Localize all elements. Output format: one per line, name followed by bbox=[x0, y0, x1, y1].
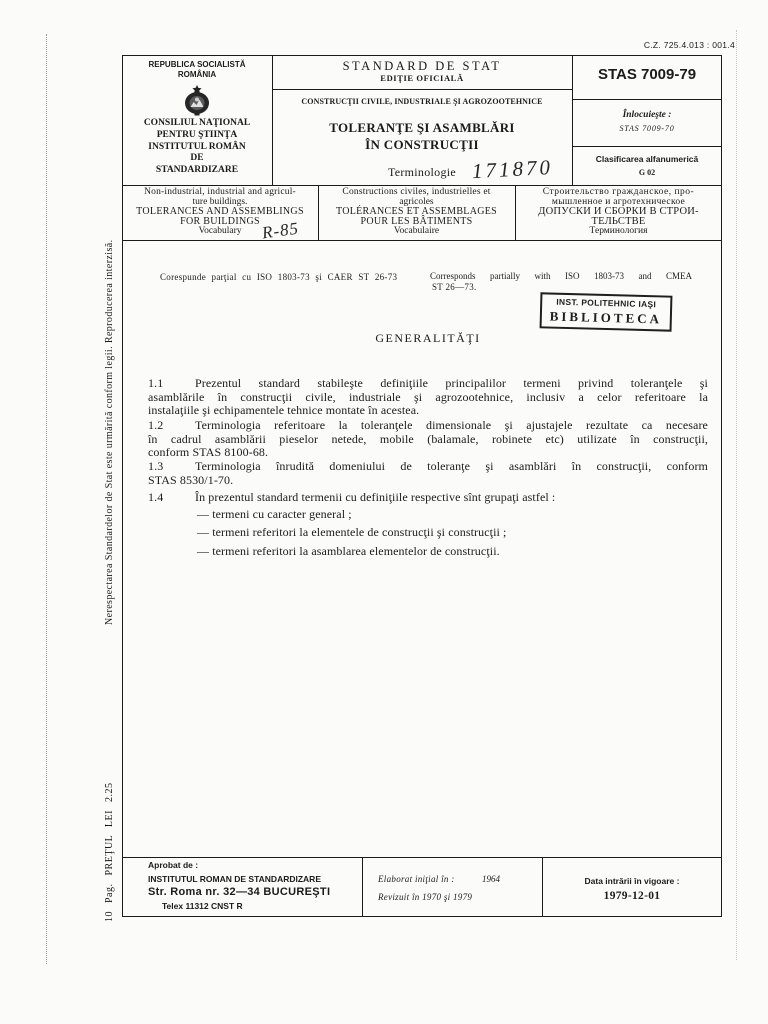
issuer-line-council: CONSILIUL NAŢIONAL bbox=[143, 118, 251, 128]
clause-text-line: STAS 8530/1-70. bbox=[148, 473, 234, 487]
english-line: Vocabulary bbox=[198, 225, 242, 236]
scan-edge-left bbox=[46, 34, 47, 964]
correspondence-en-line-1: Corresponds partially with ISO 1803-73 and CMEA bbox=[430, 271, 692, 281]
french-line: POUR LES BÂTIMENTS bbox=[360, 216, 473, 228]
replaces-label: Înlocuieşte : bbox=[622, 110, 672, 120]
stamp-line-2: BIBLIOTECA bbox=[549, 308, 663, 327]
clause-text-line: în cadrul asamblării pieselor netede, mobile (balamale, robinete etc) utilizate în construcţii, bbox=[148, 432, 708, 446]
translation-bottom-rule bbox=[122, 240, 722, 241]
edition-label: EDIŢIE OFICIALĂ bbox=[380, 73, 464, 83]
stas-number: STAS 7009-79 bbox=[597, 66, 697, 83]
russian-line: мышленное и агротехническое bbox=[551, 196, 686, 207]
clause-text-line: În prezentul standard termenii cu definiţiile respective sînt grupaţi astfel : bbox=[195, 490, 556, 504]
cz-code: C.Z. 725.4.013 : 001.4 bbox=[643, 40, 735, 50]
english-line: TOLERANCES AND ASSEMBLINGS bbox=[136, 206, 304, 218]
clause-number: 1.4 bbox=[148, 490, 164, 504]
coat-of-arms-emblem bbox=[182, 84, 212, 116]
stas-number-divider bbox=[572, 99, 722, 100]
french-line: TOLÉRANCES ET ASSEMBLAGES bbox=[335, 206, 498, 218]
russian-line: ДОПУСКИ И СБОРКИ В СТРОИ- bbox=[538, 206, 699, 218]
elaborated-year: 1964 bbox=[482, 874, 500, 884]
approving-institute: INSTITUTUL ROMAN DE STANDARDIZARE bbox=[148, 874, 321, 884]
clause-text-line: asamblările în construcţii civile, industriale şi agrozootehnice, inclusiv a celor referitoare la bbox=[148, 390, 708, 404]
revision-years: Revizuit în 1970 şi 1979 bbox=[378, 892, 473, 902]
reproduction-notice: Nerespectarea Standardelor de Stat este urmărită conform legii. Reproducerea interzisă. bbox=[104, 239, 115, 625]
country-name-line-1: REPUBLICA SOCIALISTĂ bbox=[148, 60, 246, 69]
list-item: — termeni referitori la elementele de construcţii şi construcţii ; bbox=[197, 525, 507, 539]
title-line-1: TOLERANŢE ŞI ASAMBLĂRI bbox=[329, 120, 515, 135]
french-title-block bbox=[318, 188, 515, 237]
issuer-line-de: DE bbox=[190, 153, 204, 164]
footer-divider-v2 bbox=[542, 857, 543, 917]
english-line: FOR BUILDINGS bbox=[180, 216, 260, 228]
english-line: Non-industrial, industrial and agricul- bbox=[144, 187, 296, 197]
clause-text-line: Terminologia înrudită domeniului de toleranţe şi asamblări în construcţii, conform bbox=[195, 459, 708, 473]
institute-telex: Telex 11312 CNST R bbox=[162, 901, 243, 911]
issuer-line-institute: INSTITUTUL ROMÂN bbox=[148, 141, 246, 152]
clause-number: 1.3 bbox=[148, 459, 164, 473]
french-line: Constructions civiles, industrielles et bbox=[342, 187, 491, 197]
clause-number: 1.2 bbox=[148, 418, 164, 432]
english-line: ture buildings. bbox=[192, 196, 248, 207]
clause-text-line: instalaţiile şi echipamentele tehnice montate în acestea. bbox=[148, 403, 420, 417]
elaborated-label: Elaborat iniţial în : bbox=[378, 874, 455, 884]
russian-line: Терминология bbox=[589, 225, 648, 236]
standard-type: STANDARD DE STAT bbox=[342, 59, 502, 73]
clause-text-line: Terminologia referitoare la toleranţele dimensionale şi ajustajele rezultate ca necesare bbox=[195, 418, 708, 432]
clause-text-line: conform STAS 8100-68. bbox=[148, 445, 269, 459]
russian-line: ТЕЛЬСТВЕ bbox=[591, 216, 646, 228]
correspondence-en-line-2: ST 26—73. bbox=[432, 282, 477, 292]
clause-text-line: Prezentul standard stabileşte definiţiile principalilor termeni privind toleranţele şi bbox=[195, 376, 708, 390]
footer-top-rule bbox=[122, 857, 722, 858]
title-line-2: ÎN CONSTRUCŢII bbox=[365, 137, 479, 152]
russian-line: Строительство гражданское, про- bbox=[542, 187, 695, 197]
issuer-block bbox=[122, 118, 272, 177]
list-item: — termeni cu caracter general ; bbox=[197, 507, 352, 521]
french-line: agricoles bbox=[399, 196, 434, 207]
section-title: GENERALITĂŢI bbox=[375, 331, 481, 345]
classification-divider bbox=[572, 146, 722, 147]
subtitle: Terminologie bbox=[387, 165, 457, 179]
french-line: Vocabulaire bbox=[393, 225, 440, 236]
price-note: 10 Pag. PREŢUL LEI 2.25 bbox=[104, 782, 115, 922]
footer-divider-v1 bbox=[362, 857, 363, 917]
effective-date-label: Data intrării în vigoare : bbox=[584, 876, 680, 886]
russian-title-block bbox=[515, 188, 722, 237]
edition-divider bbox=[272, 89, 572, 90]
classification-label: Clasificarea alfanumerică bbox=[595, 154, 699, 164]
header-bottom-rule bbox=[122, 185, 722, 186]
replaces-value: STAS 7009-70 bbox=[619, 124, 675, 133]
clause-number: 1.1 bbox=[148, 376, 164, 390]
institute-address: Str. Roma nr. 32—34 BUCUREŞTI bbox=[148, 886, 331, 898]
correspondence-ro: Corespunde parţial cu ISO 1803-73 şi CAER ST 26-73 bbox=[160, 272, 398, 282]
issuer-line-standardization: STANDARDIZARE bbox=[155, 165, 239, 176]
library-stamp bbox=[540, 292, 673, 331]
handwritten-inventory-number: 171870 bbox=[471, 154, 554, 184]
stamp-line-1: INST. POLITEHNIC IAŞI bbox=[556, 296, 657, 310]
approved-label: Aprobat de : bbox=[148, 860, 199, 870]
scan-edge-right bbox=[736, 30, 737, 960]
country-name-line-2: ROMÂNIA bbox=[177, 70, 217, 79]
handwritten-note: R-85 bbox=[260, 218, 301, 243]
effective-date: 1979-12-01 bbox=[603, 890, 661, 902]
issuer-line-science: PENTRU ŞTIINŢA bbox=[156, 129, 238, 140]
list-item: — termeni referitori la asamblarea elementelor de construcţii. bbox=[197, 544, 500, 558]
classification-value: G 02 bbox=[638, 168, 656, 177]
domain-heading: CONSTRUCŢII CIVILE, INDUSTRIALE ŞI AGROZOOTEHNICE bbox=[301, 97, 543, 106]
